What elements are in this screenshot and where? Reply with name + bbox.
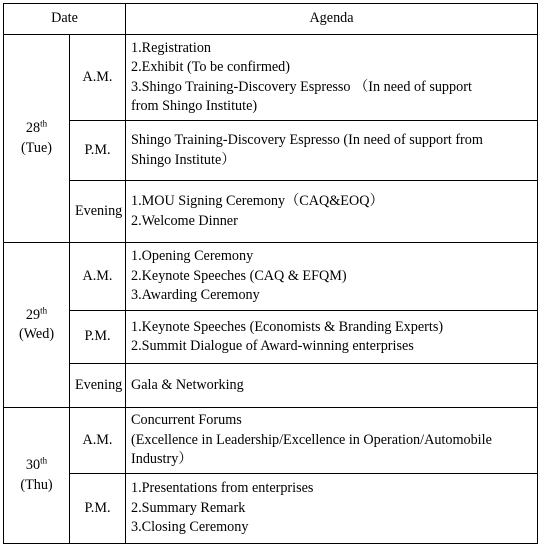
slot-label: P.M. xyxy=(70,121,126,181)
day-cell xyxy=(4,243,70,408)
agenda-content xyxy=(126,364,538,408)
agenda-line: 2.Exhibit (To be confirmed) xyxy=(131,59,290,75)
agenda-line: 3.Closing Ceremony xyxy=(131,519,249,536)
day-weekday: (Thu) xyxy=(20,476,53,493)
agenda-line: 3.Shingo Training-Discovery Espresso （In need of support xyxy=(131,78,472,95)
slot-label: A.M. xyxy=(70,35,126,121)
agenda-line: (Excellence in Leadership/Excellence in Operation/Automobile xyxy=(131,431,492,448)
agenda-line: 2.Summary Remark xyxy=(131,499,246,516)
day-suffix: th xyxy=(40,455,48,466)
table-row xyxy=(4,121,538,181)
day-weekday: (Wed) xyxy=(18,326,55,342)
agenda-table xyxy=(3,3,538,544)
slot-label: Evening xyxy=(70,181,126,243)
agenda-line: Gala & Networking xyxy=(131,376,244,393)
agenda-line: 1.Keynote Speeches (Economists & Branding Experts) xyxy=(131,318,444,335)
slot-label: Evening xyxy=(70,364,126,408)
agenda-content xyxy=(126,243,538,311)
agenda-line: Industry） xyxy=(131,451,193,468)
slot-label: P.M. xyxy=(70,311,126,364)
agenda-line: Concurrent Forums xyxy=(131,412,242,429)
table-row xyxy=(4,311,538,364)
day-number: 28 xyxy=(25,120,41,136)
agenda-content xyxy=(126,35,538,121)
slot-label: A.M. xyxy=(70,243,126,311)
day-number: 30 xyxy=(25,457,41,473)
agenda-line: 3.Awarding Ceremony xyxy=(131,287,260,304)
table-row xyxy=(4,181,538,243)
agenda-content xyxy=(126,121,538,181)
agenda-content xyxy=(126,311,538,364)
slot-label: P.M. xyxy=(70,474,126,544)
day-cell xyxy=(4,408,70,544)
table-row xyxy=(4,408,538,474)
header-row xyxy=(4,4,538,35)
agenda-line: Shingo Training-Discovery Espresso (In need of support from xyxy=(131,132,483,148)
agenda-header: Agenda xyxy=(126,4,538,35)
date-header: Date xyxy=(4,4,126,35)
agenda-line: 2.Summit Dialogue of Award-winning enterprises xyxy=(131,338,414,354)
agenda-line: 1.Registration xyxy=(131,39,212,56)
agenda-line: from Shingo Institute) xyxy=(131,98,258,114)
agenda-line: 1.Presentations from enterprises xyxy=(131,480,314,497)
day-suffix: th xyxy=(40,118,48,129)
day-number: 29 xyxy=(25,306,41,323)
day-weekday: (Tue) xyxy=(20,139,52,156)
table-row xyxy=(4,364,538,408)
agenda-content xyxy=(126,181,538,243)
agenda-line: 1.MOU Signing Ceremony（CAQ&EOQ） xyxy=(131,193,384,209)
table-row xyxy=(4,35,538,121)
agenda-line: Shingo Institute） xyxy=(131,151,236,168)
table-row xyxy=(4,243,538,311)
agenda-content xyxy=(126,408,538,474)
agenda-line: 2.Welcome Dinner xyxy=(131,212,238,229)
agenda-line: 1.Opening Ceremony xyxy=(131,248,254,265)
table-row xyxy=(4,474,538,544)
agenda-content xyxy=(126,474,538,544)
slot-label: A.M. xyxy=(70,408,126,474)
day-suffix: th xyxy=(40,304,48,315)
day-cell xyxy=(4,35,70,243)
agenda-line: 2.Keynote Speeches (CAQ & EFQM) xyxy=(131,267,347,284)
